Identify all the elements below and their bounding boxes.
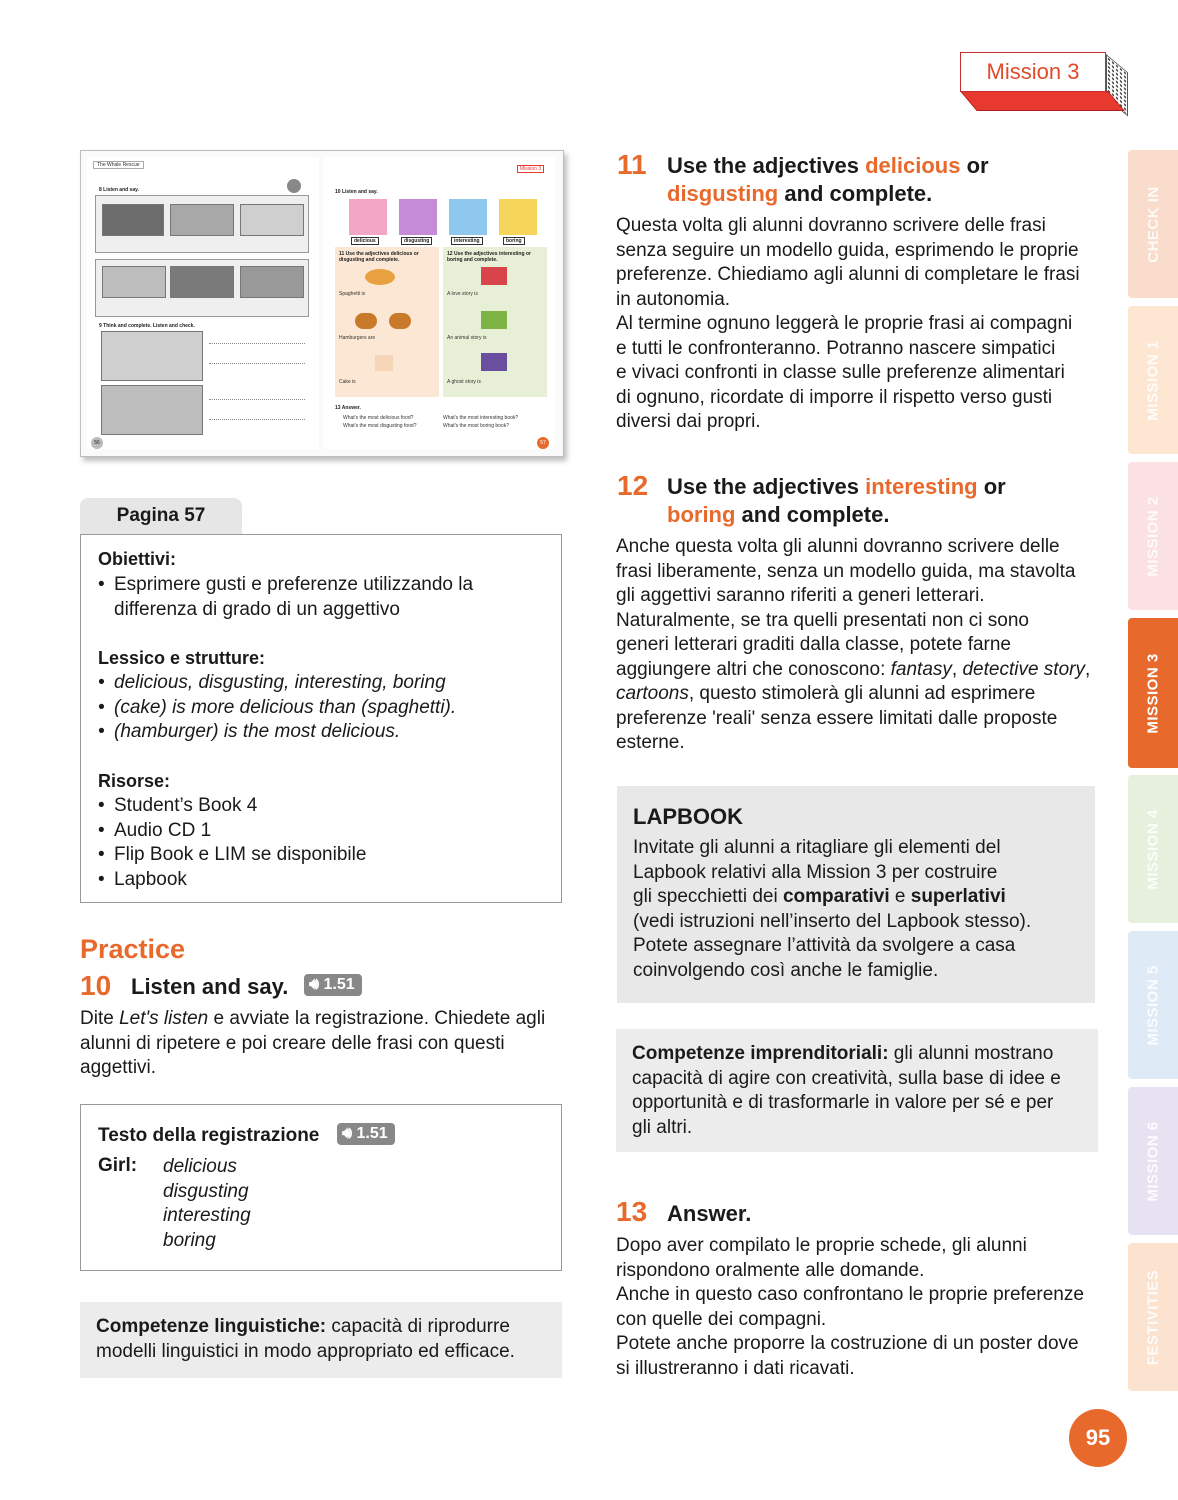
thumb-ex8-box (95, 195, 309, 253)
mission-tag (960, 52, 1126, 112)
ant-whale-image (101, 331, 203, 381)
shark-image (170, 204, 234, 236)
text: Let's listen (119, 1008, 209, 1029)
thumb-left-page-number: 56 (91, 437, 103, 449)
ex11-number: 11 (617, 149, 647, 180)
text: gli specchietti dei (633, 886, 783, 907)
text: disgusting (667, 181, 779, 206)
transcript-box (80, 1104, 562, 1271)
thumb-food-line: Cake is (339, 379, 356, 385)
text: superlativi (910, 886, 1006, 907)
text: , (1084, 658, 1091, 680)
text: Use the adjectives (667, 474, 866, 499)
thumb-left-page (87, 157, 319, 449)
text: opportunità e di trasformarle in valore per sé e per (632, 1092, 1054, 1113)
text: Competenze imprenditoriali: (632, 1043, 889, 1064)
girl-delicious-image (349, 199, 387, 235)
cake-image (375, 355, 393, 371)
text: frasi liberamente, senza un modello guida, ma stavolta (616, 560, 1076, 582)
ex13-paragraph (616, 1234, 1106, 1381)
text: Dite (80, 1008, 120, 1029)
risorse-item: • Audio CD 1 (98, 818, 211, 843)
thumb-ex12-box (443, 247, 547, 397)
ex11-paragraph (616, 214, 1106, 435)
lessico-item: • (cake) is more delicious than (spaghetti). (98, 695, 456, 720)
thumb-question: What's the most boring book? (443, 423, 509, 429)
tag-shadow (960, 91, 1125, 111)
audio-track: 1.51 (356, 1125, 388, 1142)
thumb-book-line: A love story is (447, 291, 478, 297)
text: Lapbook relativi alla Mission 3 per costruire (633, 861, 998, 883)
text: gli aggettivi saranno riferiti a generi letterari. (616, 585, 985, 606)
girl-boring-image (499, 199, 537, 235)
text: Anche questa volta gli alunni dovranno scrivere delle (616, 536, 1060, 557)
text: or (960, 153, 989, 178)
thumb-ex8-box-2 (95, 259, 309, 317)
text: aggiungere altri che conoscono: (616, 658, 891, 680)
transcript-word: disgusting (163, 1181, 249, 1202)
side-tab-label: MISSION 1 (1144, 339, 1162, 421)
side-tab-label: MISSION 2 (1144, 495, 1162, 577)
thumb-question: What's the most disgusting food? (343, 423, 417, 429)
text: (vedi istruzioni nell’inserto del Lapbook stesso). (633, 910, 1032, 932)
gorilla-whale-image (101, 385, 203, 435)
audio-badge[interactable] (337, 1123, 395, 1145)
thumb-line (209, 419, 305, 421)
side-tab-label: MISSION 5 (1144, 964, 1162, 1046)
text: rispondono oralmente alle domande. (616, 1259, 925, 1281)
lessico-item: • delicious, disgusting, interesting, boring (98, 670, 446, 695)
side-tab-label: MISSION 3 (1144, 652, 1162, 734)
text: comparativi (782, 886, 890, 907)
thumb-word: boring (503, 237, 525, 245)
text: preferenze. Chiediamo agli alunni di completare le frasi (616, 264, 1080, 285)
risorse-item: • Flip Book e LIM se disponibile (98, 842, 366, 867)
text: Use the adjectives (667, 153, 866, 178)
ex11-title (667, 152, 1097, 208)
audio-track: 1.51 (323, 976, 355, 993)
side-tab-mission-3[interactable] (1128, 618, 1178, 768)
side-tab-mission-6[interactable] (1128, 1087, 1178, 1235)
lapbook-text (633, 836, 1083, 983)
text: Invitate gli alunni a ritagliare gli elementi del (633, 837, 1001, 858)
side-tab-festivities[interactable] (1128, 1243, 1178, 1391)
thumb-line (209, 343, 305, 345)
text: boring (667, 502, 736, 527)
text: Anche in questo caso confrontano le proprie preferenze (616, 1284, 1084, 1305)
gorilla-image (102, 204, 164, 236)
girl-interesting-image (449, 199, 487, 235)
text: e tutti le confronteranno. Potranno nascere simpatici (616, 337, 1056, 359)
transcript-heading: Testo della registrazione (98, 1125, 320, 1146)
text: Competenze linguistiche: (96, 1316, 327, 1337)
page-number: 95 (1069, 1409, 1127, 1467)
thumb-left-header: The Whale Rescue (93, 161, 144, 169)
thumb-question: What's the most interesting book? (443, 415, 519, 421)
text: and complete. (778, 181, 933, 206)
mosquito-image (240, 204, 304, 236)
text: gli alunni mostrano (888, 1043, 1054, 1064)
text: Naturalmente, se tra quelli presentati non ci sono (616, 609, 1029, 631)
risorse-heading: Risorse: (98, 771, 171, 791)
competenze-imprenditoriali-text (632, 1042, 1092, 1140)
info-box (80, 534, 562, 903)
book-purple-image (481, 353, 507, 371)
girl-disgusting-image (399, 199, 437, 235)
thumb-badge-icon (287, 179, 301, 193)
thumb-word: interesting (451, 237, 483, 245)
book-spread-thumbnail (80, 150, 564, 457)
chimpanzee-image (170, 266, 234, 298)
transcript-word: boring (163, 1230, 216, 1251)
side-tab-mission-2[interactable] (1128, 462, 1178, 610)
thumb-ex10: 10 Listen and say. (335, 189, 378, 195)
thumb-right-page (323, 157, 555, 449)
transcript-word: interesting (163, 1205, 251, 1226)
side-tab-label: FESTIVITIES (1144, 1269, 1162, 1365)
text: coinvolgendo così anche le famiglie. (633, 959, 939, 981)
text: gli altri. (632, 1116, 693, 1138)
thumb-food-line: Hamburgers are (339, 335, 376, 341)
boar-image (240, 266, 304, 298)
text: si illustreranno i dati ricavati. (616, 1357, 855, 1379)
text: Potete assegnare l’attività da svolgere a casa (633, 935, 1016, 956)
text: and complete. (735, 502, 890, 527)
text: , (951, 658, 963, 680)
iguana-image (102, 266, 166, 298)
thumb-ex8: 8 Listen and say. (99, 187, 139, 193)
text: aggettivi. (80, 1057, 157, 1078)
thumb-book-line: An animal story is (447, 335, 487, 341)
side-tab-mission-4[interactable] (1128, 775, 1178, 923)
speaker-icon: 🔊︎ (342, 1125, 357, 1142)
text: Dopo aver compilato le proprie schede, gli alunni (616, 1235, 1027, 1256)
ex12-paragraph (616, 535, 1116, 756)
thumb-food-line: Spaghetti is (339, 291, 366, 297)
text: detective story (962, 658, 1085, 680)
side-tab-mission-1[interactable] (1128, 306, 1178, 454)
risorse-item: • Lapbook (98, 867, 187, 892)
speaker-icon: 🔊︎ (309, 976, 324, 993)
thumb-ex9: 9 Think and complete. Listen and check. (99, 323, 195, 329)
side-tab-label: CHECK IN (1144, 185, 1162, 263)
spaghetti-image (365, 269, 395, 285)
competenze-linguistiche-text (96, 1315, 556, 1364)
text: di ognuno, ricordate di imporre il rispetto verso gusti (616, 386, 1053, 408)
text: preferenze 'reali' senza essere limitati dalle proposte (616, 707, 1058, 729)
text: fantasy (890, 658, 952, 680)
text: e avviate la registrazione. Chiedete agli (208, 1008, 546, 1029)
text: , questo stimolerà gli alunni ad esprimere (688, 683, 1036, 704)
ex13-title: Answer. (667, 1201, 752, 1226)
text: con quelle dei compagni. (616, 1308, 827, 1330)
thumb-question: What's the most delicious food? (343, 415, 414, 421)
side-tab-label: MISSION 4 (1144, 808, 1162, 890)
text: diversi dai propri. (616, 411, 761, 432)
text: or (977, 474, 1006, 499)
ex10-number: 10 (80, 970, 112, 1001)
text: alunni di ripetere e poi creare delle frasi con questi (80, 1032, 505, 1054)
text: generi letterari graditi dalla classe, potete farne (616, 634, 1012, 655)
text: senza seguire un modello guida, esprimendo le proprie (616, 239, 1079, 261)
thumb-ex11-title: 11 Use the adjectives delicious or disgusting and complete. (339, 251, 419, 263)
text: delicious (865, 153, 961, 178)
thumb-word: disgusting (401, 237, 432, 245)
hamburger-image (355, 313, 377, 329)
thumb-mission-tag: Mission 3 (517, 165, 544, 173)
ex12-title (667, 473, 1097, 529)
competenze-linguistiche-box (80, 1302, 562, 1378)
speaker-label: Girl: (98, 1155, 138, 1176)
text: capacità di agire con creatività, sulla base di idee e (632, 1067, 1061, 1089)
mission-tag-label: Mission 3 (960, 52, 1106, 92)
text: esterne. (616, 732, 685, 753)
thumb-line (209, 399, 305, 401)
side-tab-check-in[interactable] (1128, 150, 1178, 298)
lessico-item: • (hamburger) is the most delicious. (98, 719, 400, 744)
thumb-right-page-number: 57 (537, 437, 549, 449)
ex10-paragraph (80, 1007, 560, 1081)
hamburger-image (389, 313, 411, 329)
text: interesting (865, 474, 978, 499)
thumb-line (209, 363, 305, 365)
ex13-number: 13 (616, 1196, 648, 1227)
text: Potete anche proporre la costruzione di un poster dove (616, 1333, 1079, 1354)
audio-badge[interactable] (304, 974, 362, 996)
thumb-ex11-box (335, 247, 439, 397)
book-green-image (481, 311, 507, 329)
text: e (889, 886, 911, 907)
obiettivi-text: differenza di grado di un aggettivo (114, 599, 400, 620)
transcript-word: delicious (163, 1156, 237, 1177)
side-tab-mission-5[interactable] (1128, 931, 1178, 1079)
ex10-title: Listen and say. (131, 974, 289, 999)
lapbook-box (617, 786, 1095, 1003)
text: capacità di riprodurre (326, 1316, 510, 1337)
lessico-heading: Lessico e strutture: (98, 648, 266, 668)
book-red-image (481, 267, 507, 285)
obiettivi-item (98, 572, 473, 622)
text: Al termine ognuno leggerà le proprie frasi ai compagni (616, 313, 1073, 334)
thumb-ex12-title: 12 Use the adjectives interesting or boring and complete. (447, 251, 531, 263)
competenze-imprenditoriali-box (616, 1029, 1098, 1152)
risorse-item: • Student’s Book 4 (98, 793, 257, 818)
text: in autonomia. (616, 288, 731, 310)
ex12-number: 12 (617, 470, 649, 501)
obiettivi-heading: Obiettivi: (98, 549, 177, 569)
thumb-ex13: 13 Answer. (335, 405, 361, 411)
practice-heading: Practice (80, 934, 186, 964)
text: cartoons (616, 683, 689, 704)
obiettivi-text: Esprimere gusti e preferenze utilizzando la (114, 574, 474, 595)
text: modelli linguistici in modo appropriato ed efficace. (96, 1340, 515, 1362)
thumb-book-line: A ghost story is (447, 379, 481, 385)
thumb-word: delicious (351, 237, 379, 245)
text: e vivaci confronti in classe sulle preferenze alimentari (616, 362, 1065, 383)
side-tab-label: MISSION 6 (1144, 1120, 1162, 1202)
pagina-tab: Pagina 57 (80, 498, 242, 534)
lapbook-heading: LAPBOOK (633, 804, 743, 829)
text: Questa volta gli alunni dovranno scrivere delle frasi (616, 215, 1046, 236)
